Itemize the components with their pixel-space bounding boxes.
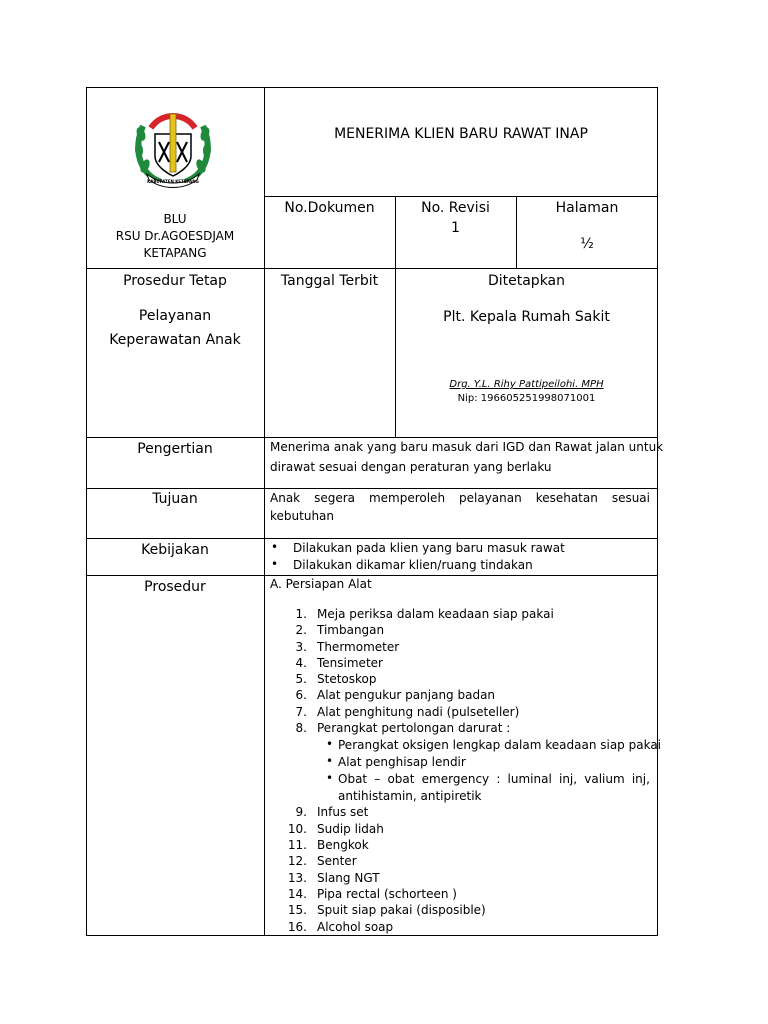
kebijakan-item: Dilakukan pada klien yang baru masuk rawat [293, 541, 565, 555]
kebijakan-item: Dilakukan dikamar klien/ruang tindakan [293, 558, 533, 572]
obat-word: valium [584, 772, 625, 786]
pengertian-line-1: Menerima anak yang baru masuk dari IGD dan Rawat jalan untuk [270, 440, 664, 454]
halaman-label: Halaman [555, 200, 619, 216]
obat-word: emergency [421, 772, 490, 786]
obat-word: Obat [338, 772, 368, 786]
tujuan-line-1 [270, 491, 650, 505]
tanggal-terbit-label: Tanggal Terbit [280, 273, 379, 289]
obat-word: luminal [507, 772, 552, 786]
tujuan-label: Tujuan [152, 491, 198, 507]
rule [86, 488, 658, 489]
list-item: Sudip lidah [317, 822, 384, 836]
list-item: Timbangan [317, 623, 385, 637]
list-item: Spuit siap pakai (disposible) [317, 903, 486, 917]
list-number: 13. [287, 871, 307, 885]
signatory-name: Drg. Y.L. Rihy Pattipeilohi. MPH [449, 379, 604, 390]
no-dokumen-label: No.Dokumen [284, 200, 375, 216]
obat-word: : [496, 772, 501, 786]
list-number: 3. [295, 640, 307, 654]
sub-item: Perangkat oksigen lengkap dalam keadaan siap pakai [338, 738, 662, 752]
obat-word: inj, [558, 772, 578, 786]
tujuan-word: memperoleh [368, 491, 446, 505]
obat-word: obat [387, 772, 415, 786]
list-item: Senter [317, 854, 357, 868]
sub-bullet-icon: • [326, 737, 334, 751]
list-item: Perangkat pertolongan darurat : [317, 721, 511, 735]
obat-word: – [374, 772, 381, 786]
list-item: Thermometer [317, 640, 400, 654]
tujuan-word: pelayanan [459, 491, 522, 505]
pengertian-line-2: dirawat sesuai dengan peraturan yang berlaku [270, 460, 552, 474]
list-number: 16. [287, 920, 307, 934]
hospital-city: KETAPANG [143, 246, 207, 260]
list-item: Alat pengukur panjang badan [317, 688, 496, 702]
halaman-value: ½ [580, 236, 594, 252]
rule [86, 437, 658, 438]
list-item: Pipa rectal (schorteen ) [317, 887, 457, 901]
list-item: Infus set [317, 805, 369, 819]
kebijakan-bullet-icon: • [271, 540, 279, 554]
prosedur-label: Prosedur [144, 579, 206, 595]
signatory-nip: Nip: 196605251998071001 [457, 393, 596, 404]
rule [86, 268, 658, 269]
org-type: BLU [163, 212, 187, 226]
sub-bullet-icon: • [326, 754, 334, 768]
list-number: 9. [295, 805, 307, 819]
ditetapkan-label: Ditetapkan [487, 273, 566, 289]
no-revisi-label: No. Revisi [421, 200, 490, 216]
unit-line-2: Keperawatan Anak [109, 332, 241, 348]
list-number: 1. [295, 607, 307, 621]
list-number: 10. [287, 822, 307, 836]
list-item: Alcohol soap [317, 920, 394, 934]
list-number: 11. [287, 838, 307, 852]
kebijakan-bullet-icon: • [271, 557, 279, 571]
list-item: Stetoskop [317, 672, 377, 686]
tujuan-word: sesuai [611, 491, 650, 505]
list-number: 8. [295, 721, 307, 735]
rule [86, 538, 658, 539]
list-number: 15. [287, 903, 307, 917]
list-number: 7. [295, 705, 307, 719]
document-title: MENERIMA KLIEN BARU RAWAT INAP [334, 126, 588, 142]
hospital-name: RSU Dr.AGOESDJAM [115, 229, 235, 243]
kebijakan-label: Kebijakan [141, 542, 209, 558]
list-number: 4. [295, 656, 307, 670]
list-item: Meja periksa dalam keadaan siap pakai [317, 607, 554, 621]
no-revisi-value: 1 [451, 220, 460, 236]
logo-caption: KABUPATEN KETAPANG [147, 179, 199, 184]
list-number: 6. [295, 688, 307, 702]
sub-item-continued: antihistamin, antipiretik [338, 789, 482, 803]
list-number: 2. [295, 623, 307, 637]
pengertian-label: Pengertian [137, 441, 213, 457]
list-item: Bengkok [317, 838, 369, 852]
section-a-heading: A. Persiapan Alat [270, 577, 372, 591]
hospital-logo [131, 104, 215, 188]
tujuan-line-2: kebutuhan [270, 509, 335, 523]
obat-word: inj, [631, 772, 650, 786]
prosedur-tetap-label: Prosedur Tetap [123, 273, 227, 289]
list-item: Tensimeter [317, 656, 383, 670]
list-number: 5. [295, 672, 307, 686]
list-number: 14. [287, 887, 307, 901]
list-number: 12. [287, 854, 307, 868]
rule [86, 575, 658, 576]
jabatan: Plt. Kepala Rumah Sakit [443, 309, 610, 325]
unit-line-1: Pelayanan [138, 308, 212, 324]
obat-line [338, 772, 650, 786]
list-item: Slang NGT [317, 871, 380, 885]
tujuan-word: Anak [270, 491, 301, 505]
tujuan-word: segera [314, 491, 355, 505]
rule [264, 196, 658, 197]
sub-item: Alat penghisap lendir [338, 755, 466, 769]
list-item: Alat penghitung nadi (pulseteller) [317, 705, 520, 719]
sub-bullet-icon: • [326, 771, 334, 785]
tujuan-word: kesehatan [535, 491, 598, 505]
